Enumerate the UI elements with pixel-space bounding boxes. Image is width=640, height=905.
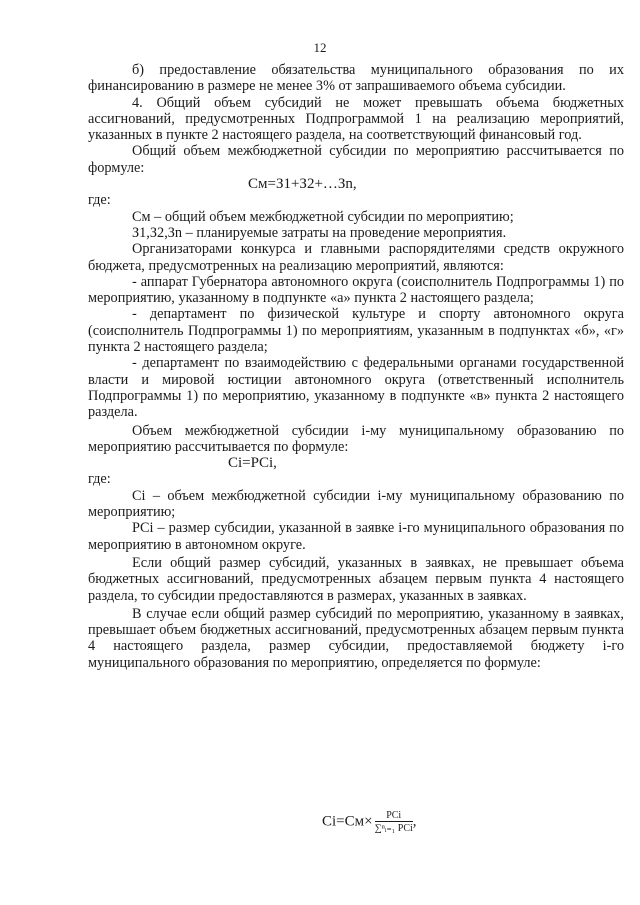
definition: Ci – объем межбюджетной субсидии i-му муниципальному образованию по мероприятию; [88, 487, 624, 521]
formula-lhs: Ci=Cм× [322, 813, 373, 830]
paragraph: В случае если общий размер субсидий по мероприятию, указанному в заявках, превышает объем бюджетных ассигнований, предусмотренных абзацем первым пункта 4 настоящего раздела, размер субсидии, предоставляемой бюджету i-го муниципального образования по мероприятию, определяется по формуле: [88, 605, 624, 671]
formula-total-subsidy: Cм=З1+З2+…Зn, [248, 176, 357, 193]
paragraph: Общий объем межбюджетной субсидии по мероприятию рассчитывается по формуле: [88, 143, 624, 176]
where-label: где: [88, 192, 111, 209]
list-item: - департамент по взаимодействию с федеральными органами государственной власти и мировой юстиции автономного округа (ответственный исполнитель Подпрограммы 1) по мероприятию, указанному в подпункте «в» пункта 2 настоящего раздела. [88, 355, 624, 421]
paragraph: 4. Общий объем субсидий не может превышать объема бюджетных ассигнований, предусмотренных Подпрограммой 1 на реализацию мероприятий, указанных в пункте 2 настоящего раздела, на соответствующий финансовый год. [88, 94, 624, 144]
paragraph: Если общий размер субсидий, указанных в заявках, не превышает объема бюджетных ассигнований, предусмотренных абзацем первым пункта 4 настоящего раздела, то субсидии предоставляются в размерах, указанных в заявках. [88, 554, 624, 604]
list-item: - департамент по физической культуре и спорту автономного округа (соисполнитель Подпрограммы 1) по мероприятиям, указанным в подпунктах «б», «г» пункта 2 настоящего раздела; [88, 306, 624, 356]
paragraph: Объем межбюджетной субсидии i-му муниципальному образованию по мероприятию рассчитывается по формуле: [88, 422, 624, 455]
paragraph: б) предоставление обязательства муниципального образования по их финансированию в размере не менее 3% от запрашиваемого объема субсидии. [88, 62, 624, 95]
formula-municipal-subsidy: Ci=PCi, [228, 455, 277, 472]
page-number: 12 [313, 40, 327, 55]
definition: З1,З2,Зn – планируемые затраты на проведение мероприятия. [132, 224, 507, 241]
text-block-top [88, 62, 624, 671]
definition: Cм – общий объем межбюджетной субсидии по мероприятию; [132, 208, 514, 225]
list-item: - аппарат Губернатора автономного округа (соисполнитель Подпрограммы 1) по мероприятию, указанному в подпункте «а» пункта 2 настоящего раздела; [88, 273, 624, 307]
definition: PCi – размер субсидии, указанной в заявке i-го муниципального образования по мероприятию в автономном округе. [88, 520, 624, 553]
where-label: где: [88, 471, 111, 488]
paragraph: Организаторами конкурса и главными распорядителями средств окружного бюджета, предусмотренных на реализацию мероприятий, являются: [88, 241, 624, 274]
formula-proportional-subsidy [322, 810, 417, 834]
formula-fraction [375, 810, 413, 834]
formula-denominator: ∑ⁿᵢ₌₁ PCi [374, 823, 413, 834]
formula-tail: , [412, 813, 417, 830]
formula-numerator: PCi [375, 810, 413, 822]
